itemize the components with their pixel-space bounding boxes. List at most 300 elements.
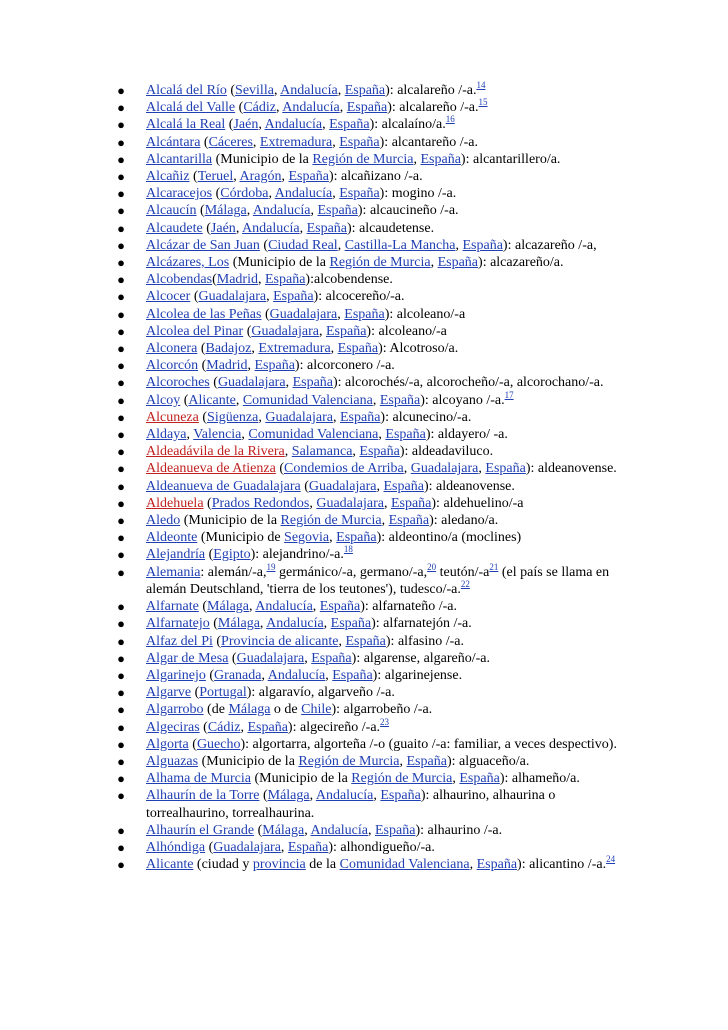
wiki-link[interactable]: Jaén [210,220,236,236]
footnote-marker [479,97,488,107]
list-item [116,202,636,219]
wiki-link[interactable]: Guadalajara [269,306,338,322]
footnote-marker [267,562,276,572]
wiki-link[interactable]: Alcaucín [146,203,197,219]
entry-text: , [372,392,380,408]
wiki-link[interactable]: Castilla-La Mancha [344,237,456,253]
wiki-link[interactable]: Algarve [146,685,192,701]
wiki-link[interactable]: España [339,409,381,425]
entry-text: ( [205,667,215,683]
entry-text: , [352,444,360,460]
wiki-link[interactable]: Guadalajara [316,495,384,511]
list-item [116,168,636,185]
wiki-link[interactable]: España [317,203,358,219]
wiki-link[interactable]: España [359,444,400,460]
entry-text: , [235,220,243,236]
wiki-link[interactable]: España [306,220,348,236]
entry-text: , [186,427,194,443]
wiki-link[interactable]: Algeciras [146,719,200,735]
wiki-link[interactable]: Málaga [262,822,305,838]
entry-text: ( [259,788,268,804]
list-item [116,529,636,546]
wiki-link[interactable]: España [346,100,388,116]
list-item [116,839,636,856]
wiki-link[interactable]: España [390,495,432,511]
wiki-link[interactable]: Valencia [193,427,242,443]
wiki-link[interactable]: Comunidad Valenciana [248,427,379,443]
wiki-link[interactable]: Extremadura [259,134,333,150]
list-item [116,561,636,598]
entry-text: ): alhondigueño/-a. [328,839,435,855]
entry-text: , [266,289,274,305]
wiki-link[interactable]: Guadalajara [217,375,286,391]
wiki-link[interactable]: Guadalajara [236,650,305,666]
wiki-link[interactable]: Alhama de Murcia [146,771,251,787]
wiki-link[interactable]: España [264,272,306,288]
wiki-link[interactable]: Guadalajara [251,323,319,339]
wiki-link[interactable]: Guadalajara [265,409,333,425]
wiki-link[interactable]: España [325,323,367,339]
list-item [116,237,636,254]
list-item [116,357,636,374]
entry-text: ( [199,719,208,735]
wiki-link[interactable]: España [375,822,416,838]
entry-text: (ciudad y [193,857,253,873]
wiki-link[interactable]: España [311,650,352,666]
wiki-link[interactable]: Prados Redondos [211,495,310,511]
wiki-link[interactable]: Alcolea del Pinar [146,323,244,339]
list-item [116,546,636,563]
wiki-link[interactable]: Chile [301,702,332,718]
wiki-link[interactable]: Alfaz del Pi [146,633,213,649]
entry-text: ): alcantareño /-a. [379,134,478,150]
wiki-link[interactable]: Cádiz [243,100,276,116]
wiki-link[interactable]: Málaga [267,788,310,804]
wiki-link[interactable]: Algarinejo [146,667,206,683]
bullet-icon: ● [117,169,125,185]
bullet-icon: ● [117,306,125,322]
bullet-icon: ● [117,255,125,271]
entry-text: , [273,83,281,98]
bullet-icon: ● [117,392,125,408]
wiki-link[interactable]: Andalucía [266,616,324,632]
entry-text: ): alcoyano /-a. [420,392,505,408]
footnote-link[interactable]: 17 [504,389,514,400]
wiki-link[interactable]: Alguazas [146,753,199,769]
entry-text: ): alcalareño /-a. [387,100,479,116]
entry-text: ( [198,358,207,374]
wiki-link[interactable]: Málaga [204,203,247,219]
wiki-link[interactable]: España [339,134,380,150]
entry-text: germánico/-a, germano/-a, [275,564,428,580]
wiki-link[interactable]: Andalucía [280,83,338,98]
list-item [116,667,636,684]
wiki-link[interactable]: España [383,478,424,494]
entry-text: ( [197,341,206,357]
entry-text: ( [212,272,217,288]
list-item [116,254,636,271]
wiki-link[interactable]: Sevilla [235,83,274,98]
wiki-link[interactable]: Andalucía [315,788,374,804]
footnote-marker [461,579,470,589]
wiki-link[interactable]: España [330,616,372,632]
wiki-link[interactable]: España [247,719,288,735]
list-item [116,787,636,821]
entry-text: ): Alcotroso/a. [378,341,459,357]
wiki-link[interactable]: Región de Murcia [312,151,414,167]
wiki-link[interactable]: Andalucía [282,100,340,116]
entry-text: , [373,788,381,804]
wiki-link[interactable]: Alcocer [146,289,191,305]
wiki-link[interactable]: España [292,375,333,391]
wiki-link[interactable]: Alcorcón [146,358,199,374]
entry-text: , [376,478,384,494]
entry-text: ): alcazareño/a. [478,255,564,271]
entry-text: ): algarrobeño /-a. [331,702,433,718]
bullet-icon: ● [117,495,125,511]
wiki-link[interactable]: Cáceres [208,134,253,150]
wiki-link[interactable]: Provincia de alicante [221,633,339,649]
entry-text: ( [254,822,263,838]
wiki-link[interactable]: España [287,839,329,855]
wiki-link[interactable]: España [437,255,479,271]
wiki-link[interactable]: España [273,289,314,305]
entry-text: ( [226,83,236,98]
wiki-link[interactable]: Jaén [233,117,259,133]
wiki-link[interactable]: Andalucía [252,203,311,219]
wiki-link[interactable]: Alcoroches [146,375,210,391]
list-item [116,822,636,839]
entry-text: ( [212,633,222,649]
wiki-link[interactable]: Aldeonte [146,530,198,546]
wiki-link[interactable]: Málaga [207,599,250,615]
wiki-link[interactable]: Aldeanueva de Guadalajara [146,478,301,494]
entry-text: ): alhaurino, alhaurina o torrealhaurino, torrealhaurina. [146,788,556,821]
bullet-icon: ● [117,650,125,666]
entry-text: , [240,719,248,735]
wiki-link[interactable]: Badajoz [205,341,252,357]
wiki-link[interactable]: Guecho [196,736,241,752]
wiki-link[interactable]: España [339,186,380,202]
bullet-icon: ● [117,702,125,718]
list-item [116,288,636,305]
entry-text: ): alejandrino/-a. [250,547,344,563]
wiki-link[interactable]: Málaga [217,616,260,632]
bullet-icon: ● [117,220,125,236]
entry-text: ): alcoleano/-a [384,306,466,322]
wiki-link[interactable]: Egipto [213,547,251,563]
entry-text: , [381,513,389,529]
wiki-link[interactable]: España [288,169,329,185]
entry-text: ): alcorconero /-a. [294,358,395,374]
wiki-link[interactable]: Alcázar de San Juan [146,237,260,253]
wiki-link[interactable]: Aragón [239,169,282,185]
wiki-link[interactable]: Algar de Mesa [146,650,229,666]
wiki-link[interactable]: Andalucía [267,667,326,683]
bullet-icon: ● [117,685,125,701]
wiki-link[interactable]: Guadalajara [308,478,377,494]
entry-text: ): algarinejense. [372,667,463,683]
wiki-link[interactable]: Comunidad Valenciana [339,857,470,873]
wiki-link[interactable]: Guadalajara [410,461,479,477]
entry-text: , [284,444,292,460]
wiki-link[interactable]: España [420,151,461,167]
wiki-link[interactable]: España [344,306,385,322]
wiki-link[interactable]: Región de Murcia [351,771,453,787]
bullet-icon: ● [117,358,125,374]
entry-text: , [413,151,421,167]
wiki-link[interactable]: Extremadura [258,341,331,357]
wiki-link[interactable]: España [485,461,526,477]
wiki-link[interactable]: Región de Murcia [298,753,400,769]
wiki-link[interactable]: Alcalá del Valle [146,100,236,116]
entry-text: (de [203,702,229,718]
list-item [116,770,636,787]
entry-text: teutón/-a [436,564,490,580]
wiki-link[interactable]: Andalucía [310,822,368,838]
entry-text: , [249,599,256,615]
entry-text: ( [209,375,218,391]
wiki-link[interactable]: Granada [214,667,262,683]
bullet-icon: ● [117,788,125,804]
entry-text: ( [235,100,244,116]
footnote-marker [427,562,436,572]
list-item [116,512,636,529]
wiki-link[interactable]: Aledo [146,513,181,529]
wiki-link[interactable]: España [319,599,361,615]
entry-text: ): alcazareño /-a, [502,237,597,253]
wiki-link[interactable]: España [344,83,386,98]
footnote-link[interactable]: 16 [445,114,455,125]
wiki-link[interactable]: Segovia [284,530,330,546]
entry-text: (Municipio de la [212,151,313,167]
footnote-link[interactable]: 22 [460,578,470,589]
wiki-link[interactable]: Alcalá la Real [146,117,226,133]
wiki-link[interactable]: Alcolea de las Peñas [146,306,262,322]
entry-text: ): alguaceño/a. [446,753,530,769]
list-item [116,615,636,632]
entry-text: ): algaravío, algarveño /-a. [246,685,395,701]
entry-text: ): alhameño/a. [499,771,580,787]
entry-text: ): alcunecino/-a. [380,409,472,425]
wiki-link[interactable]: España [329,117,370,133]
wiki-link[interactable]: Algorta [146,736,189,752]
list-item [116,478,636,495]
entry-text: ): alfarnateño /-a. [360,599,457,615]
bullet-icon: ● [117,203,125,219]
entry-text: ( [200,134,209,150]
entry-text: ): alicantino /-a. [517,857,607,873]
bullet-icon: ● [117,409,125,425]
wiki-link[interactable]: Guadalajara [198,289,267,305]
entry-text: ( [259,237,269,253]
entry-text: ( [191,685,200,701]
wiki-link[interactable]: Región de Murcia [280,513,382,529]
wiki-link[interactable]: Aldaya [146,427,187,443]
list-item [116,701,636,718]
footnote-link[interactable]: 21 [489,561,499,572]
wiki-link[interactable]: España [380,788,421,804]
bullet-icon: ● [117,117,125,133]
entry-text: ( [198,599,208,615]
entry-text: , [312,599,320,615]
wiki-link[interactable]: Alfarnatejo [146,616,210,632]
entry-text: ): alcaudetense. [347,220,435,236]
wiki-link[interactable]: España [388,513,430,529]
wiki-link[interactable]: Alcázares, Los [146,255,230,271]
entry-text: ( [196,203,205,219]
wiki-link[interactable]: España [459,771,500,787]
wiki-link[interactable]: Alhaurín de la Torre [146,788,260,804]
wiki-link[interactable]: Alhaurín el Grande [146,822,255,838]
wiki-link[interactable]: España [254,358,295,374]
bullet-icon: ● [117,719,125,735]
entry-text: ): mogino /-a. [379,186,457,202]
entry-text: ): aldehuelino/-a [431,495,524,511]
entry-text: ): alfarnatejón /-a. [371,616,472,632]
bullet-icon: ● [117,237,125,253]
bullet-icon: ● [117,151,125,167]
entry-text: , [258,117,265,133]
entry-text: , [252,134,260,150]
entry-text: , [330,341,338,357]
entry-text: ): alhaurino /-a. [415,822,503,838]
entry-text: , [478,461,486,477]
wiki-link[interactable]: Alcoy [146,392,181,408]
entry-text: de la [305,857,340,873]
bullet-icon: ● [117,375,125,391]
entry-text: ( [190,289,199,305]
red-link[interactable]: Aldehuela [146,495,204,511]
wiki-link[interactable]: Alfarnate [146,599,199,615]
list-item [116,185,636,202]
wiki-link[interactable]: España [385,427,426,443]
wiki-link[interactable]: Alcantarilla [146,151,213,167]
entry-text: , [378,427,386,443]
entry-text: (Municipio de la [229,255,330,271]
footnote-link[interactable]: 19 [266,561,276,572]
wiki-link[interactable]: España [379,392,421,408]
wiki-link[interactable]: Alcalá del Río [146,83,227,98]
wiki-link[interactable]: España [336,530,377,546]
entry-text: , [257,272,265,288]
wiki-link[interactable]: Salamanca [291,444,353,460]
entry-text: ): aldeadaviluco. [399,444,494,460]
wiki-link[interactable]: Andalucía [242,220,300,236]
footnote-marker [344,544,353,554]
wiki-link[interactable]: Alcaudete [146,220,203,236]
footnote-link[interactable]: 18 [343,544,353,555]
red-link[interactable]: Alcuneza [146,409,199,425]
list-item [116,650,636,667]
bullet-icon: ● [117,513,125,529]
wiki-link[interactable]: Córdoba [220,186,269,202]
wiki-link[interactable]: Alhóndiga [146,839,206,855]
wiki-link[interactable]: Alcañiz [146,169,190,185]
entry-text: , [452,771,460,787]
wiki-link[interactable]: Andalucía [255,599,313,615]
wiki-link[interactable]: Región de Murcia [329,255,431,271]
entry-text: , [261,667,268,683]
wiki-link[interactable]: Ciudad Real [268,237,338,253]
footnote-link[interactable]: 15 [478,97,488,108]
footnote-link[interactable]: 23 [380,716,390,727]
entry-text: , [337,237,345,253]
list-item [116,736,636,753]
footnote-link[interactable]: 14 [476,80,486,90]
entry-text: ): alcaucineño /-a. [357,203,459,219]
wiki-link[interactable]: Alemania [146,564,201,580]
wiki-link[interactable]: Alconera [146,341,198,357]
entry-text: , [339,100,347,116]
wiki-link[interactable]: Madrid [216,272,258,288]
wiki-link[interactable]: Guadalajara [213,839,281,855]
bullet-icon: ● [117,667,125,683]
wiki-link[interactable]: España [345,633,386,649]
wiki-link[interactable]: España [337,341,379,357]
entry-text: ( [212,186,221,202]
wiki-link[interactable]: España [462,237,503,253]
entry-text: , [241,427,249,443]
entry-text: ( [188,736,197,752]
entry-text: , [235,392,243,408]
wiki-link[interactable]: provincia [252,857,306,873]
wiki-link[interactable]: Andalucía [274,186,333,202]
entry-text: , [383,495,391,511]
wiki-link[interactable]: Alcobendas [146,272,213,288]
footnote-link[interactable]: 20 [427,561,437,572]
list-item [116,99,636,116]
entry-text: ): algortarra, algorteña /-o (guaito /-a: familiar, a veces despectivo). [240,736,617,752]
entry-text: ( [225,117,234,133]
wiki-link[interactable]: Alcaracejos [146,186,213,202]
wiki-link[interactable]: Comunidad Valenciana [242,392,373,408]
wiki-link[interactable]: Alicante [188,392,236,408]
bullet-icon: ● [117,478,125,494]
footnote-link[interactable]: 24 [606,854,616,865]
wiki-link[interactable]: Cádiz [207,719,241,735]
entry-text: , [399,753,407,769]
list-item [116,443,636,460]
wiki-link[interactable]: Sigüenza [207,409,259,425]
wiki-link[interactable]: España [476,857,518,873]
red-link[interactable]: Aldeanueva de Atienza [146,461,276,477]
footnote-marker [380,717,389,727]
wiki-link[interactable]: Alicante [146,857,194,873]
entry-text: ( [275,461,284,477]
entry-text: , [469,857,477,873]
wiki-link[interactable]: España [332,667,373,683]
entry-text: , [310,203,318,219]
wiki-link[interactable]: Alejandría [146,547,206,563]
wiki-link[interactable]: Condemios de Arriba [284,461,404,477]
wiki-link[interactable]: Madrid [206,358,248,374]
wiki-link[interactable]: Algarrobo [146,702,204,718]
entry-text: ): aledano/a. [429,513,499,529]
wiki-link[interactable]: España [406,753,447,769]
red-link[interactable]: Aldeadávila de la Rivera [146,444,285,460]
wiki-link[interactable]: Teruel [197,169,234,185]
entry-text: ( [209,616,218,632]
wiki-link[interactable]: Alcántara [146,134,201,150]
list-item [116,323,636,340]
wiki-link[interactable]: Portugal [199,685,247,701]
entry-text: ( [198,409,208,425]
entry-text: , [268,186,275,202]
entry-text: ( [189,169,198,185]
wiki-link[interactable]: Málaga [228,702,271,718]
wiki-link[interactable]: Andalucía [264,117,323,133]
